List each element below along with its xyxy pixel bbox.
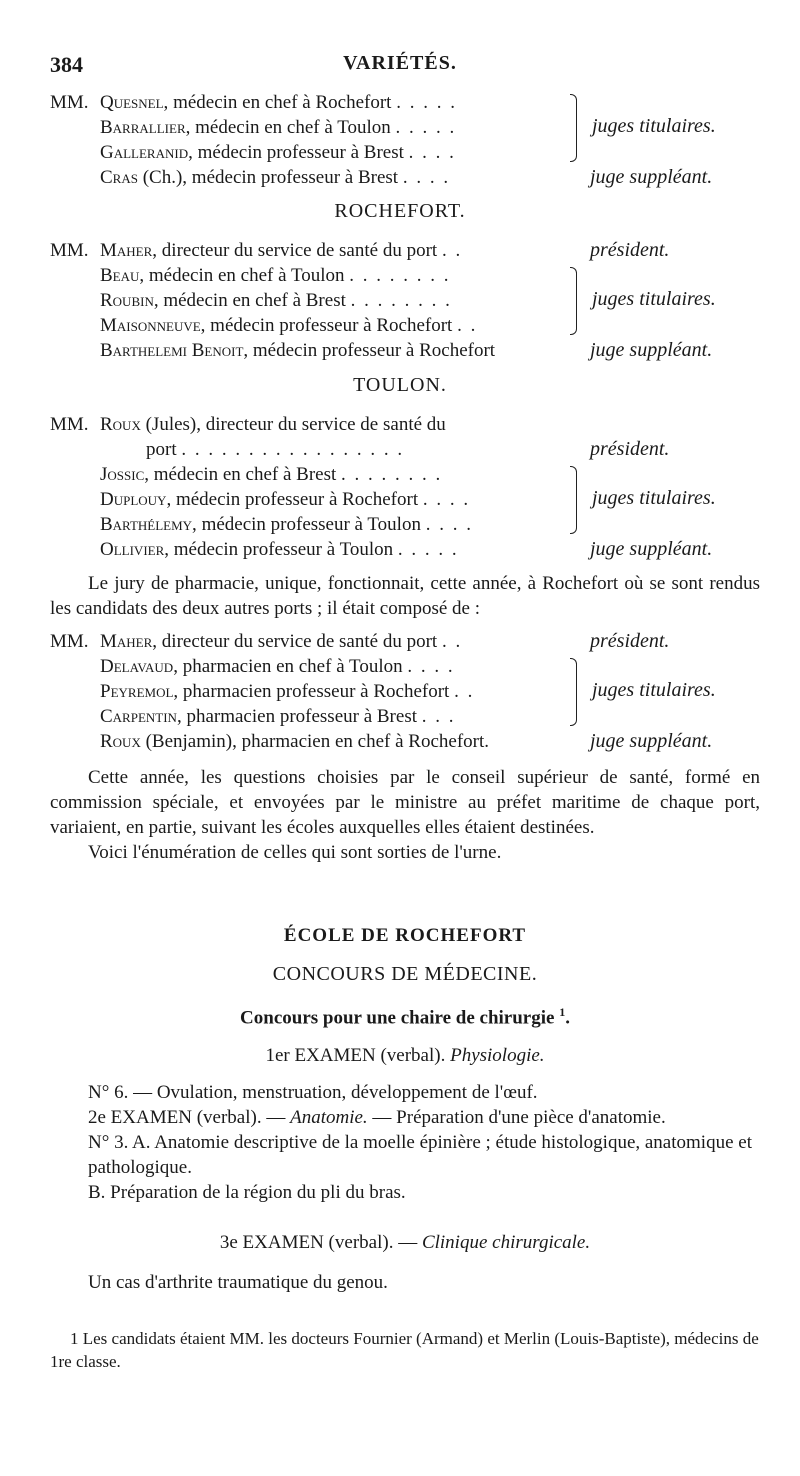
exam2-question-b: B. Préparation de la région du pli du bras. [88, 1182, 406, 1203]
jury-group-1 [50, 90, 760, 190]
jury-row-suppleant: Barthelemi Benoit, médecin professeur à Rochefort juge suppléant. [100, 339, 713, 361]
jury-row-president-cont: port . . . . . . . . . . . . . . . . . président. [146, 438, 670, 460]
running-title: VARIÉTÉS. [343, 52, 457, 74]
paragraph-questions: Cette année, les questions choisies par le conseil supérieur de santé, formé en commission spéciale, et envoyées par le ministre au préfet maritime de chaque port, variaient, en partie, suivant les écoles auxquelles elles étaient destinées. Voici l'énumération de celles qui sont sorties de l'urne. [50, 767, 760, 863]
jury-row: Delavaud, pharmacien en chef à Toulon . . . . [100, 656, 455, 677]
brace [570, 267, 577, 335]
jury-row-suppleant: Cras (Ch.), médecin professeur à Brest . . . . juge suppléant. [100, 166, 713, 188]
jury-row-president: MM. Roux (Jules), directeur du service de santé du [50, 414, 446, 435]
jury-row-president: MM. Maher, directeur du service de santé du port . . président. [50, 630, 670, 652]
brace-role: juges titulaires. [592, 288, 716, 310]
page-number: 384 [50, 52, 83, 77]
exam1-heading: 1er EXAMEN (verbal). Physiologie. [265, 1045, 545, 1066]
jury-row: Maisonneuve, médecin professeur à Rochefort . . [100, 315, 478, 336]
brace [570, 658, 577, 726]
jury-row-suppleant: Roux (Benjamin), pharmacien en chef à Rochefort. juge suppléant. [100, 730, 713, 752]
jury-row: Jossic, médecin en chef à Brest . . . . . . . . [100, 464, 443, 485]
jury-row: Carpentin, pharmacien professeur à Brest . . . [100, 706, 456, 727]
exam3-heading: 3e EXAMEN (verbal). — Clinique chirurgicale. [219, 1232, 591, 1253]
jury-row: MM. Quesnel, médecin en chef à Rochefort . . . . . [50, 92, 457, 113]
brace [570, 94, 577, 162]
section-title-rochefort: ROCHEFORT. [334, 200, 466, 222]
exam3-question: Un cas d'arthrite traumatique du genou. [88, 1272, 388, 1293]
section-title-toulon: TOULON. [353, 374, 447, 396]
exam-questions [50, 1080, 760, 1205]
concours-title: CONCOURS DE MÉDECINE. [272, 963, 538, 985]
exam2-question-a: N° 3. A. Anatomie descriptive de la moelle épinière ; étude histologique, anatomique et pathologique. [88, 1132, 752, 1178]
jury-row-suppleant: Ollivier, médecin professeur à Toulon . . . . . juge suppléant. [100, 538, 713, 560]
brace [570, 466, 577, 534]
jury-row: Galleranid, médecin professeur à Brest . . . . [100, 142, 456, 163]
jury-row: Barthélemy, médecin professeur à Toulon . . . . [100, 514, 473, 535]
jury-row: Beau, médecin en chef à Toulon . . . . . . . . [100, 265, 451, 286]
page-header [50, 52, 750, 82]
ecole-title: ÉCOLE DE ROCHEFORT [283, 925, 527, 946]
brace-role: juges titulaires. [592, 115, 716, 137]
exam1-question: N° 6. — Ovulation, menstruation, développement de l'œuf. [88, 1082, 538, 1103]
jury-row: Roubin, médecin en chef à Brest . . . . . . . . [100, 290, 452, 311]
jury-rochefort [50, 238, 760, 363]
brace-role: juges titulaires. [592, 679, 716, 701]
footnote-ref: 1 [559, 1005, 566, 1019]
jury-row: Duplouy, médecin professeur à Rochefort . . . . [100, 489, 471, 510]
jury-row: Peyremol, pharmacien professeur à Rochefort . . [100, 681, 475, 702]
paragraph-pharmacie: Le jury de pharmacie, unique, fonctionnait, cette année, à Rochefort où se sont rendus les candidats des deux autres ports ; il était composé de : [50, 573, 760, 619]
footnote-text: Les candidats étaient MM. les docteurs Fournier (Armand) et Merlin (Louis-Baptiste), médecins de 1re classe. [50, 1329, 759, 1371]
exam2-heading: 2e EXAMEN (verbal). — Anatomie. — Préparation d'une pièce d'anatomie. [88, 1107, 666, 1128]
exam3-body [50, 1270, 760, 1295]
footnote-mark: 1 [70, 1329, 79, 1348]
jury-toulon [50, 412, 760, 562]
brace-role: juges titulaires. [592, 487, 716, 509]
jury-row: Barrallier, médecin en chef à Toulon . . . . . [100, 117, 457, 138]
footnote [50, 1327, 760, 1373]
jury-row-president: MM. Maher, directeur du service de santé du port . . président. [50, 239, 670, 261]
chaire-title: Concours pour une chaire de chirurgie $^1$. [240, 1005, 570, 1029]
jury-pharmacie [50, 629, 760, 754]
